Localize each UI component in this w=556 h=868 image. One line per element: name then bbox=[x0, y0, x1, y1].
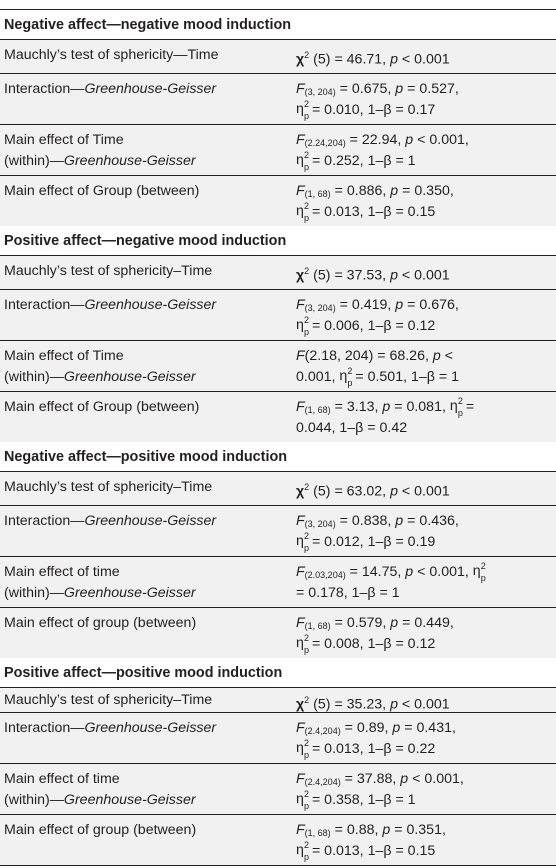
table-row bbox=[0, 505, 556, 556]
table-row bbox=[0, 124, 556, 175]
section-header: Negative affect—positive mood induction bbox=[0, 442, 556, 471]
table-row bbox=[0, 175, 556, 226]
row-label: Mauchly’s test of sphericity–Time bbox=[4, 263, 213, 279]
row-label: Main effect of Time (within)—Greenhouse-Geisser bbox=[4, 348, 196, 385]
section-header: Positive affect—positive mood induction bbox=[0, 658, 556, 687]
row-label: Mauchly’s test of sphericity–Time bbox=[4, 479, 213, 495]
row-label: Main effect of Group (between) bbox=[4, 183, 200, 199]
row-label: Main effect of group (between) bbox=[4, 822, 197, 838]
row-label: Mauchly’s test of sphericity–Time bbox=[4, 692, 213, 708]
table-row bbox=[0, 73, 556, 124]
row-label: Interaction—Greenhouse-Geisser bbox=[4, 81, 217, 97]
row-value: F(2.18, 204) = 68.26, p < 0.001, η 2 p = 0.501, 1–β = 1 bbox=[296, 348, 459, 388]
row-value: $\chi^2$ (5) = 37.53, p < 0.001 bbox=[296, 266, 450, 284]
table-row bbox=[0, 712, 556, 763]
row-value: F(2.4,204) = 37.88, p < 0.001, η 2 p = 0.358, 1–β = 1 bbox=[296, 771, 464, 811]
section-header: Negative affect—negative mood induction bbox=[0, 10, 556, 39]
row-value: $\chi^2$ (5) = 35.23, p < 0.001 bbox=[296, 695, 450, 713]
row-label: Mauchly’s test of sphericity—Time bbox=[4, 47, 219, 63]
row-label: Main effect of Group (between) bbox=[4, 399, 200, 415]
table-row bbox=[0, 39, 556, 73]
section-header: Positive affect—negative mood induction bbox=[0, 226, 556, 255]
table-row bbox=[0, 607, 556, 658]
row-value: F(2.4,204) = 0.89, p = 0.431, η 2 p = 0.013, 1–β = 0.22 bbox=[296, 720, 456, 760]
table-row bbox=[0, 289, 556, 340]
table-bottom-rule bbox=[0, 865, 556, 866]
row-label: Interaction—Greenhouse-Geisser bbox=[4, 720, 217, 736]
row-value: F(1, 68) = 0.579, p = 0.449, η 2 p = 0.008, 1–β = 0.12 bbox=[296, 615, 454, 655]
table-row bbox=[0, 340, 556, 391]
row-value: F(1, 68) = 0.88, p = 0.351, η 2 p = 0.013, 1–β = 0.15 bbox=[296, 822, 446, 862]
row-value: F(3, 204) = 0.675, p = 0.527, η 2 p = 0.010, 1–β = 0.17 bbox=[296, 81, 459, 121]
table-row bbox=[0, 814, 556, 865]
row-label: Main effect of group (between) bbox=[4, 615, 197, 631]
row-value: F(2.24,204) = 22.94, p < 0.001, η 2 p = 0.252, 1–β = 1 bbox=[296, 132, 469, 172]
row-value: F(3, 204) = 0.419, p = 0.676, η 2 p = 0.006, 1–β = 0.12 bbox=[296, 297, 459, 337]
row-value: F(2.03,204) = 14.75, p < 0.001, η 2 p = 0.178, 1–β = 1 bbox=[296, 561, 486, 601]
table-row bbox=[0, 391, 556, 442]
row-value: F(1, 68) = 3.13, p = 0.081, η 2 p = 0.044, 1–β = 0.42 bbox=[296, 396, 475, 436]
row-label: Main effect of time (within)—Greenhouse-Geisser bbox=[4, 564, 196, 601]
table-row bbox=[0, 687, 556, 712]
row-label: Main effect of time (within)—Greenhouse-Geisser bbox=[4, 771, 196, 808]
row-value: $\chi^2$ (5) = 46.71, p < 0.001 bbox=[296, 50, 450, 68]
row-value: F(1, 68) = 0.886, p = 0.350, η 2 p = 0.013, 1–β = 0.15 bbox=[296, 183, 454, 223]
row-label: Main effect of Time (within)—Greenhouse-Geisser bbox=[4, 132, 196, 169]
row-value: $\chi^2$ (5) = 63.02, p < 0.001 bbox=[296, 482, 450, 500]
table-row bbox=[0, 471, 556, 505]
table-row bbox=[0, 763, 556, 814]
row-label: Interaction—Greenhouse-Geisser bbox=[4, 513, 217, 529]
row-value: F(3, 204) = 0.838, p = 0.436, η 2 p = 0.012, 1–β = 0.19 bbox=[296, 513, 459, 553]
table-row bbox=[0, 255, 556, 289]
row-label: Interaction—Greenhouse-Geisser bbox=[4, 297, 217, 313]
table-row bbox=[0, 556, 556, 607]
